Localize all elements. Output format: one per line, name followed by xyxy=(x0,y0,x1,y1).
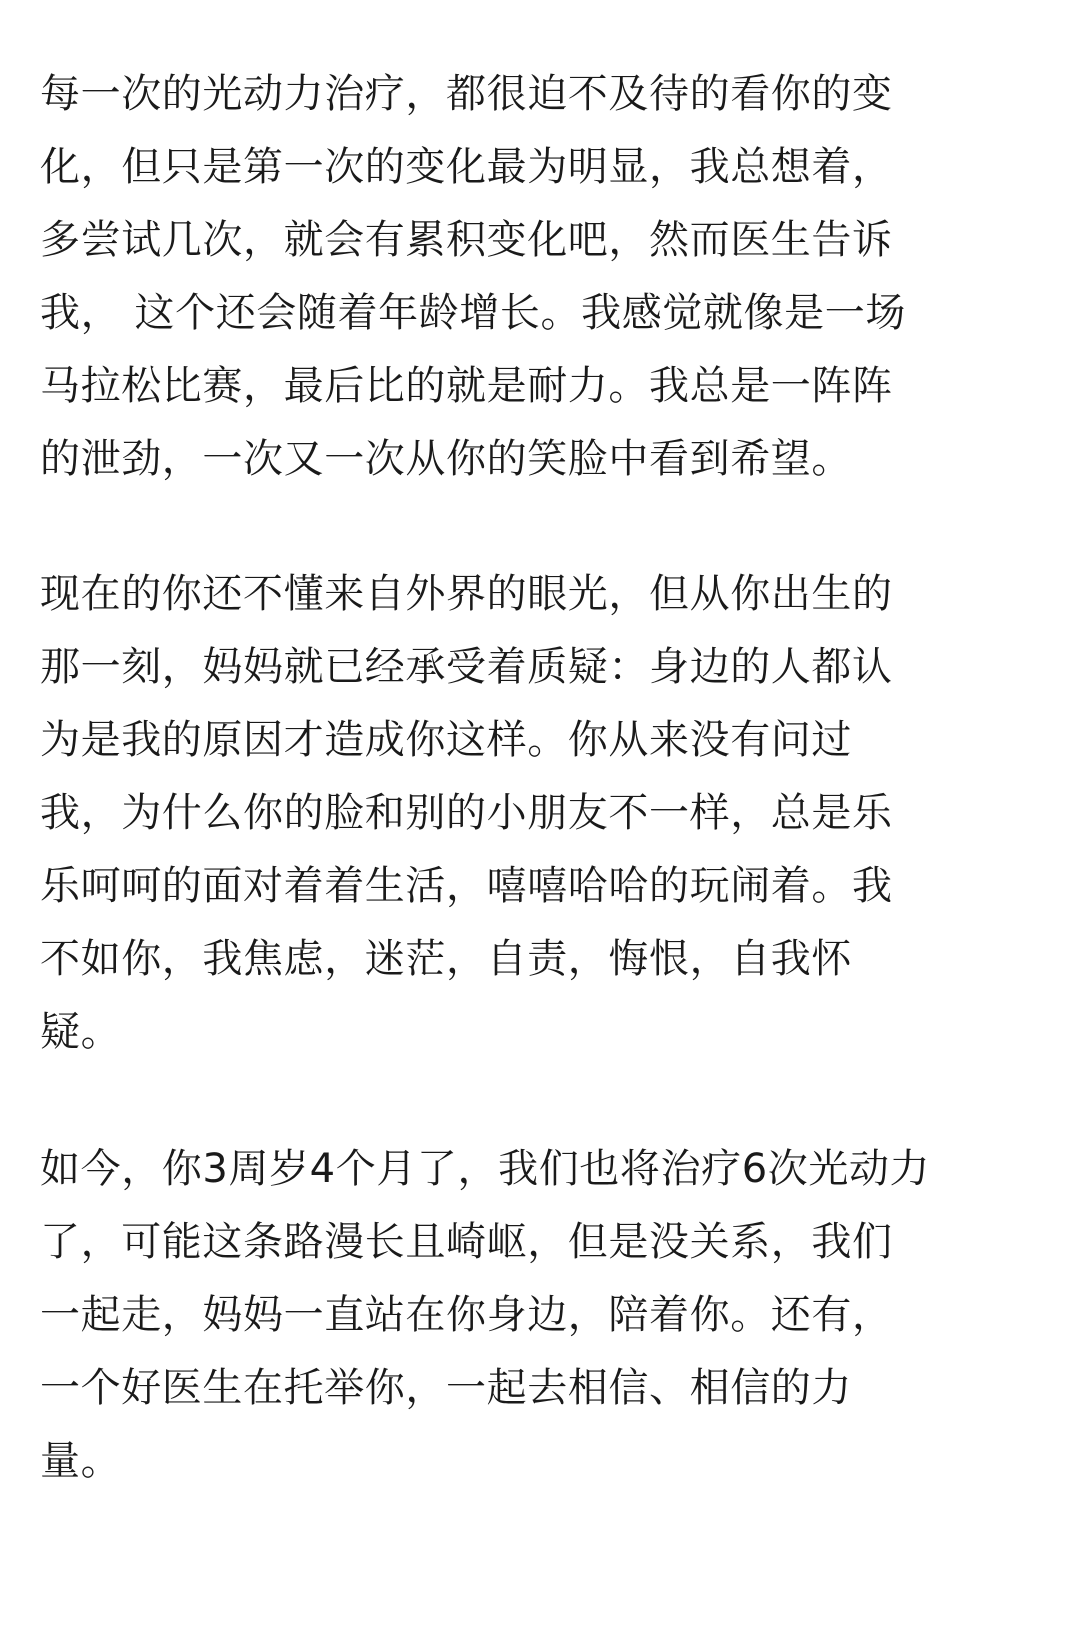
text-line: 的泄劲，一次又一次从你的笑脸中看到希望。 xyxy=(40,436,852,482)
text-line: 如今，你3周岁4个月了，我们也将治疗6次光动力 xyxy=(40,1146,931,1192)
paragraph-going-forward xyxy=(40,1133,1050,1498)
text-line: 我，为什么你的脸和别的小朋友不一样，总是乐 xyxy=(40,790,893,836)
text-line: 乐呵呵的面对着着生活，嘻嘻哈哈的玩闹着。我 xyxy=(40,863,893,909)
text-line: 一个好医生在托举你，一起去相信、相信的力 xyxy=(40,1365,852,1411)
text-line: 为是我的原因才造成你这样。你从来没有问过 xyxy=(40,717,852,763)
text-line: 那一刻，妈妈就已经承受着质疑：身边的人都认 xyxy=(40,644,893,690)
text-line: 疑。 xyxy=(40,1009,122,1055)
paragraph-treatment-journey xyxy=(40,58,1050,496)
text-line: 我， 这个还会随着年龄增长。我感觉就像是一场 xyxy=(40,290,906,336)
text-line: 量。 xyxy=(40,1438,122,1484)
text-line: 了，可能这条路漫长且崎岖，但是没关系，我们 xyxy=(40,1219,893,1265)
text-line: 每一次的光动力治疗，都很迫不及待的看你的变 xyxy=(40,71,893,117)
text-line: 化，但只是第一次的变化最为明显，我总想着， xyxy=(40,144,893,190)
text-line: 现在的你还不懂来自外界的眼光，但从你出生的 xyxy=(40,571,893,617)
paragraph-outside-views xyxy=(40,558,1050,1069)
text-line: 多尝试几次，就会有累积变化吧，然而医生告诉 xyxy=(40,217,893,263)
text-line: 一起走，妈妈一直站在你身边，陪着你。还有， xyxy=(40,1292,893,1338)
text-line: 不如你，我焦虑，迷茫，自责，悔恨，自我怀 xyxy=(40,936,852,982)
text-line: 马拉松比赛，最后比的就是耐力。我总是一阵阵 xyxy=(40,363,893,409)
